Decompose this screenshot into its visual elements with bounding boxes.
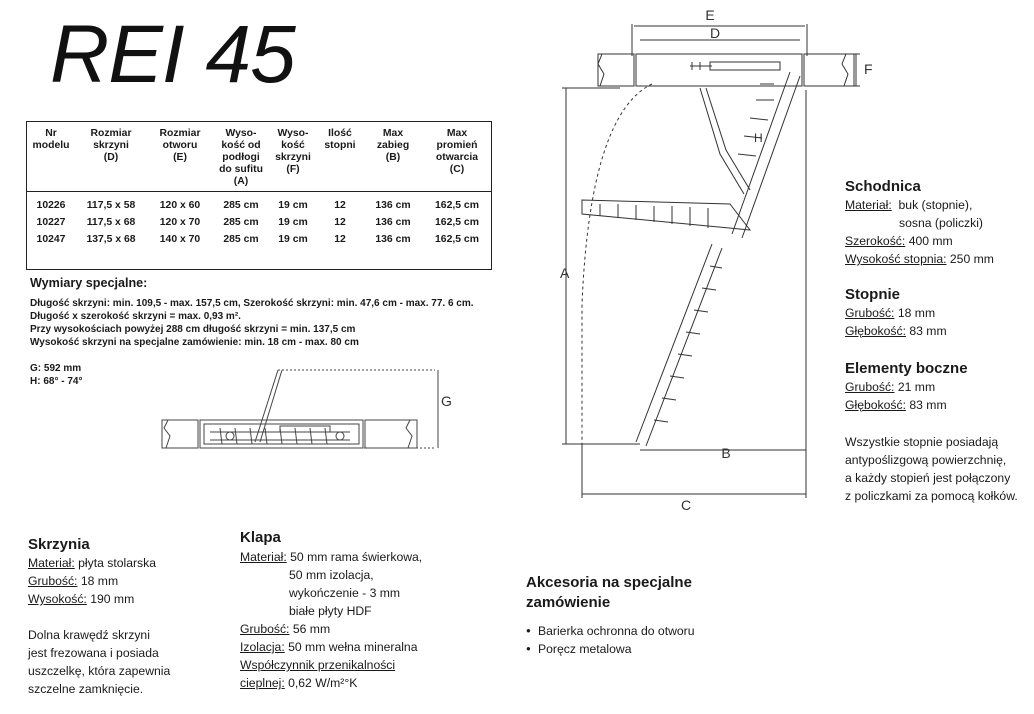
skrzynia-note: Dolna krawędź skrzyni jest frezowana i posiada uszczelkę, która zapewnia szczelne zamknięcie.	[28, 628, 171, 696]
list-item: ● Poręcz metalowa	[526, 640, 695, 658]
cell: 120 x 70	[159, 217, 201, 228]
g-label: G	[441, 393, 452, 409]
c-dim-line	[582, 444, 806, 498]
list-item: ● Barierka ochronna do otworu	[526, 622, 695, 640]
cell: 137,5 x 68	[86, 234, 136, 245]
cell: 285 cm	[223, 200, 259, 211]
cell: 12	[334, 217, 346, 228]
c-label: C	[680, 497, 692, 513]
col-header: Nr modelu	[27, 122, 76, 192]
b-dim-line	[640, 90, 806, 466]
cell: 10247	[36, 234, 66, 245]
boczne-note: Wszystkie stopnie posiadają antypoślizgową powierzchnię, a każdy stopień jest połączony z policzkami za pomocą kołków.	[845, 435, 1018, 503]
klapa-details: Materiał: 50 mm rama świerkowa, 50 mm izolacja, wykończenie - 3 mm białe płyty HDF Grubość: 56 mm Izolacja: 50 mm wełna mineralna Współczynnik przenikalności cieplnej: 0,62 W/m²°K	[240, 550, 423, 690]
opening-arc	[582, 84, 652, 444]
cell: 162,5 cm	[435, 234, 479, 245]
special-line: Długość x szerokość skrzyni = max. 0,93 m².	[30, 311, 241, 322]
top-rails	[732, 72, 800, 238]
schodnica-details: Materiał: buk (stopnie), sosna (policzki) Szerokość: 400 mm Wysokość stopnia: 250 mm	[845, 198, 994, 266]
cell: 10226	[36, 200, 66, 211]
col-header: Ilość stopni	[317, 122, 363, 192]
cell: 120 x 60	[159, 200, 201, 211]
cell: 285 cm	[223, 217, 259, 228]
col-header: Rozmiar otworu (E)	[147, 122, 213, 192]
folded-steps	[220, 428, 327, 444]
table-header-row	[27, 122, 492, 192]
f-label: F	[864, 61, 873, 77]
skrzynia-details: Materiał: płyta stolarska Grubość: 18 mm Wysokość: 190 mm	[28, 556, 157, 606]
a-dim-line	[562, 88, 640, 444]
cell: 140 x 70	[159, 234, 201, 245]
special-line: Wysokość skrzyni na specjalne zamówienie: min. 18 cm - max. 80 cm	[30, 337, 359, 348]
spring-mount	[690, 62, 712, 70]
ceiling-left	[598, 54, 634, 86]
table-row	[27, 214, 492, 231]
special-lines	[30, 297, 550, 349]
break-mark	[842, 54, 848, 86]
spec-table	[26, 121, 492, 270]
schodnica-heading: Schodnica	[845, 178, 921, 195]
col-header: Wyso- kość skrzyni (F)	[269, 122, 317, 192]
hinge	[226, 432, 234, 440]
spring	[280, 426, 330, 432]
col-header: Wyso- kość od podłogi do sufitu (A)	[213, 122, 269, 192]
special-heading: Wymiary specjalne:	[30, 276, 148, 290]
break-mark	[598, 54, 604, 86]
folded-rails	[210, 432, 350, 440]
cell: 19 cm	[278, 217, 308, 228]
boczne-heading: Elementy boczne	[845, 360, 968, 377]
cell: 162,5 cm	[435, 217, 479, 228]
table-row	[27, 192, 492, 215]
middle-section	[582, 200, 750, 230]
a-label: A	[560, 265, 570, 281]
f-dim-line	[806, 54, 860, 86]
handle-arm	[255, 370, 282, 442]
h-value: H: 68° - 74°	[30, 376, 83, 387]
top-steps	[738, 84, 774, 156]
cell: 19 cm	[278, 200, 308, 211]
cell: 12	[334, 200, 346, 211]
lower-steps	[654, 266, 722, 422]
cell: 10227	[36, 217, 66, 228]
stopnie-heading: Stopnie	[845, 286, 900, 303]
lower-rails	[636, 244, 722, 446]
cell: 117,5 x 68	[86, 217, 136, 228]
klapa-heading: Klapa	[240, 529, 281, 546]
akcesoria-list	[526, 622, 695, 658]
door-arm	[700, 88, 750, 194]
ceiling-right	[804, 54, 854, 86]
boczne-details: Grubość: 21 mm Głębokość: 83 mm	[845, 380, 947, 412]
cell: 136 cm	[375, 234, 411, 245]
cell: 285 cm	[223, 234, 259, 245]
b-label: B	[721, 445, 731, 461]
d-label: D	[709, 25, 721, 41]
product-title: REI 45	[50, 9, 295, 100]
akcesoria-heading: Akcesoria na specjalne zamówienie	[526, 574, 692, 611]
e-label: E	[705, 7, 715, 23]
cell: 19 cm	[278, 234, 308, 245]
g-value: G: 592 mm	[30, 363, 82, 374]
hinge	[336, 432, 344, 440]
cell: 162,5 cm	[435, 200, 479, 211]
cell: 117,5 x 58	[86, 200, 136, 211]
cell: 136 cm	[375, 217, 411, 228]
closed-ladder-diagram	[160, 360, 460, 460]
h-label: H	[754, 131, 763, 145]
special-line: Długość skrzyni: min. 109,5 - max. 157,5 cm, Szerokość skrzyni: min. 47,6 cm - max. 77. 6 cm.	[30, 298, 474, 309]
stopnie-details: Grubość: 18 mm Głębokość: 83 mm	[845, 306, 947, 338]
open-ladder-diagram	[560, 4, 880, 516]
skrzynia-heading: Skrzynia	[28, 536, 90, 553]
cell: 12	[334, 234, 346, 245]
col-header: Max zabieg (B)	[363, 122, 423, 192]
col-header: Max promień otwarcia (C)	[423, 122, 492, 192]
special-line: Przy wysokościach powyżej 288 cm długość skrzyni = min. 137,5 cm	[30, 324, 356, 335]
spring	[710, 62, 780, 70]
col-header: Rozmiar skrzyni (D)	[75, 122, 147, 192]
table-row	[27, 231, 492, 270]
cell: 136 cm	[375, 200, 411, 211]
